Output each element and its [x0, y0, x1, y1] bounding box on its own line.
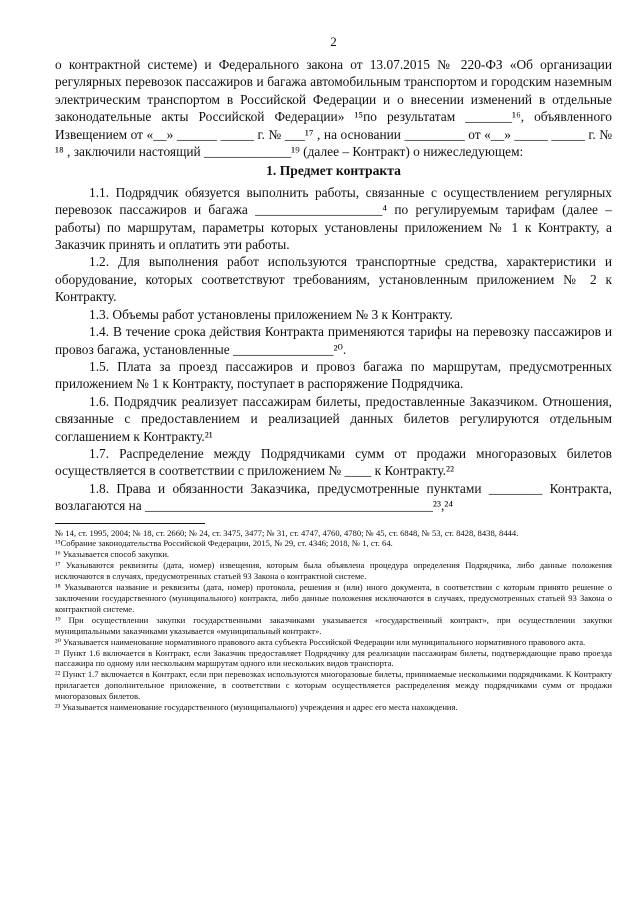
clause-1-7: 1.7. Распределение между Подрядчиками сумм от продажи многоразовых билетов осуществляется в соответствии с приложением № ____ к Контракту.²² — [55, 445, 612, 479]
clause-1-2: 1.2. Для выполнения работ используются транспортные средства, характеристики и оборудование, которых соответствуют требованиям, установленным приложением № 2 к Контракту. — [55, 254, 612, 305]
footnote-16: ¹⁶ Указывается способ закупки. — [55, 549, 170, 560]
page-number: 2 — [330, 34, 337, 49]
clause-1-6: 1.6. Подрядчик реализует пассажирам билеты, предоставленные Заказчиком. Отношения, связанные с предоставлением и реализацией данных билетов регулируются отдельным соглашением к Контракту.²¹ — [55, 393, 612, 444]
footnote-23: ²³ Указывается наименование государственного (муниципального) учреждения и адрес его места нахождения. — [55, 702, 458, 713]
footnote-divider — [55, 523, 205, 524]
clause-1-3: 1.3. Объемы работ установлены приложением № 3 к Контракту. — [89, 306, 453, 322]
footnotes — [55, 528, 612, 713]
clause-1-5: 1.5. Плата за проезд пассажиров и провоз багажа по маршрутам, предусмотренных приложением № 1 к Контракту, поступает в распоряжение Подрядчика. — [55, 358, 612, 392]
clause-1-8: 1.8. Права и обязанности Заказчика, предусмотренные пунктами ________ Контракта, возлагаются на ___________________________________________²³,²⁴ — [55, 480, 612, 514]
section-title: 1. Предмет контракта — [266, 163, 401, 179]
footnote-15: ¹⁵Собрание законодательства Российской Федерации, 2015, № 29, ст. 4346; 2018, № 1, ст. 64. — [55, 538, 393, 549]
footnote-19: ¹⁹ При осуществлении закупки государственными заказчиками указывается «государственный контракт», при осуществлении закупки муниципальными заказчиками указывается «муниципальный контракт». — [55, 614, 612, 636]
footnote-17: ¹⁷ Указываются реквизиты (дата, номер) извещения, которым была объявлена процедура определения Подрядчика, либо данные положения исключаются в случаях, предусмотренных статьей 93 Закона о контрактной системе. — [55, 560, 612, 582]
footnote-21: ²¹ Пункт 1.6 включается в Контракт, если Заказчик предоставляет Подрядчику для реализации пассажирам билеты, подтверждающие право проезда пассажира по одному или нескольким маршрутам одного или нескольких видов транспорта. — [55, 647, 612, 669]
footnote-18: ¹⁸ Указываются название и реквизиты (дата, номер) протокола, решения и (или) иного документа, в соответствии с которым принято решение о заключении государственного (муниципального) контракта, либо данные положения исключаются в случаях, предусмотренных статьей 93 Закона о контрактной системе. — [55, 582, 612, 614]
footnote-20: ²⁰ Указывается наименование нормативного правового акта субъекта Российской Федерации или муниципального нормативного правового акта. — [55, 636, 586, 647]
clause-1-4: 1.4. В течение срока действия Контракта применяются тарифы на перевозку пассажиров и провоз багажа, установленные _______________²⁰. — [55, 324, 612, 357]
intro-paragraph: о контрактной системе) и Федерального закона от 13.07.2015 № 220-ФЗ «Об организации регулярных перевозок пассажиров и багажа автомобильным транспортом и городским наземным электрическим транспортом в Российской Федерации и о внесении изменений в отдельные законодательные акты Российской Федерации» ¹⁵по результатам _______¹⁶, объявленного Извещением от «__» ______ _____ г. № ___¹⁷ , на основании _________ от «__» _____ _____ г. № ¹⁸ , заключили настоящий _____________¹⁹ (далее – Контракт) о нижеследующем: — [55, 57, 612, 160]
footnote-continued: № 14, ст. 1995, 2004; № 18, ст. 2660; № 24, ст. 3475, 3477; № 31, ст. 4747, 4760, 4780; № 45, ст. 6848, № 53, ст. 8428, 8438, 8444. — [55, 527, 519, 538]
footnote-22: ²² Пункт 1.7 включается в Контракт, если при перевозках используются многоразовые билеты, принимаемые несколькими подрядчиками. К Контракту прилагается дополнительное приложение, в соответствии с которым осуществляется распределения между подрядчиками сумм от продажи многоразовых билетов. — [55, 669, 612, 702]
clause-1-1: 1.1. Подрядчик обязуется выполнить работы, связанные с осуществлением регулярных перевозок пассажиров и багажа ___________________⁴ по регулируемым тарифам (далее – работы) по маршрутам, параметры которых установлены приложением № 1 к Контракту, а Заказчик принять и оплатить эти работы. — [55, 184, 612, 253]
